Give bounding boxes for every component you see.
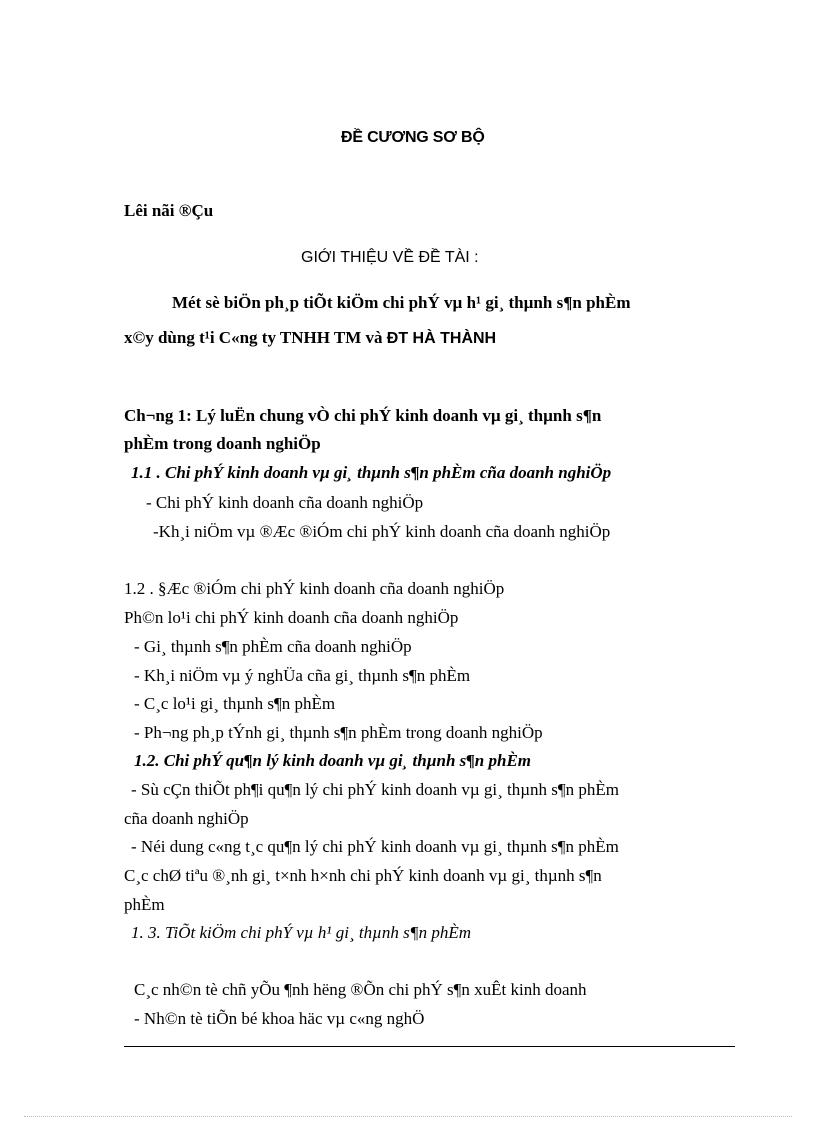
section-1-1-item-1: - Chi phÝ kinh doanh cña doanh nghiÖp — [146, 493, 424, 512]
section-1-2b-item-3-line-1: C¸c chØ tiªu ®¸nh gi¸ t×nh h×nh chi phÝ kinh doanh vµ gi¸ thµnh s¶n — [124, 866, 602, 885]
topic-line-2 — [124, 327, 496, 350]
section-1-2a-item-4: - Ph¬ng ph¸p tÝnh gi¸ thµnh s¶n phÈm trong doanh nghiÖp — [134, 723, 543, 742]
section-1-3-line: C¸c nh©n tè chñ yÕu ¶nh hëng ®Õn chi phÝ s¶n xuÊt kinh doanh — [134, 980, 587, 999]
footer-rule — [124, 1046, 735, 1047]
chapter-1-title-line-1: Ch¬ng 1: Lý luËn chung vÒ chi phÝ kinh doanh vµ gi¸ thµnh s¶n — [124, 406, 602, 425]
chapter-1-title-line-2: phÈm trong doanh nghiÖp — [124, 434, 321, 453]
section-1-1-heading: 1.1 . Chi phÝ kinh doanh vµ gi¸ thµnh s¶n phÈm cña doanh nghiÖp — [131, 463, 612, 482]
page-bottom-border — [24, 1116, 792, 1117]
section-1-1-item-2: -Kh¸i niÖm vµ ®Æc ®iÓm chi phÝ kinh doanh cña doanh nghiÖp — [153, 522, 611, 541]
company-name: ĐT HÀ THÀNH — [386, 330, 497, 347]
section-1-2a-line: Ph©n lo¹i chi phÝ kinh doanh cña doanh nghiÖp — [124, 608, 459, 627]
section-1-3-item-1: - Nh©n tè tiÕn bé khoa häc vµ c«ng nghÖ — [134, 1009, 425, 1028]
section-1-3-heading: 1. 3. TiÕt kiÖm chi phÝ vµ h¹ gi¸ thµnh s¶n phÈm — [131, 923, 472, 942]
section-1-2a-heading: 1.2 . §Æc ®iÓm chi phÝ kinh doanh cña doanh nghiÖp — [124, 579, 505, 598]
section-1-2b-heading: 1.2. Chi phÝ qu¶n lý kinh doanh vµ gi¸ thµnh s¶n phÈm — [134, 751, 532, 770]
section-1-2a-item-2: - Kh¸i niÖm vµ ý nghÜa cña gi¸ thµnh s¶n phÈm — [134, 666, 471, 685]
section-1-2a-item-1: - Gi¸ thµnh s¶n phÈm cña doanh nghiÖp — [134, 637, 412, 656]
section-1-2b-item-2: - Néi dung c«ng t¸c qu¶n lý chi phÝ kinh doanh vµ gi¸ thµnh s¶n phÈm — [131, 837, 619, 856]
section-1-2b-item-1-line-1: - Sù cÇn thiÕt ph¶i qu¶n lý chi phÝ kinh doanh vµ gi¸ thµnh s¶n phÈm — [131, 780, 619, 799]
subject-heading: GIỚI THIỆU VỀ ĐỀ TÀI : — [301, 249, 479, 266]
section-1-2b-item-1-line-2: cña doanh nghiÖp — [124, 809, 249, 828]
topic-line-2-part-1: x©y dùng t¹i C«ng ty TNHH TM và — [124, 328, 383, 347]
document-title: ĐỀ CƯƠNG SƠ BỘ — [341, 129, 485, 146]
section-1-2a-item-3: - C¸c lo¹i gi¸ thµnh s¶n phÈm — [134, 694, 336, 713]
section-1-2b-item-3-line-2: phÈm — [124, 895, 165, 914]
topic-line-1: Mét sè biÖn ph¸p tiÕt kiÖm chi phÝ vµ h¹ gi¸ thµnh s¶n phÈm — [172, 293, 631, 312]
intro-heading: Lêi nãi ®Çu — [124, 201, 214, 220]
